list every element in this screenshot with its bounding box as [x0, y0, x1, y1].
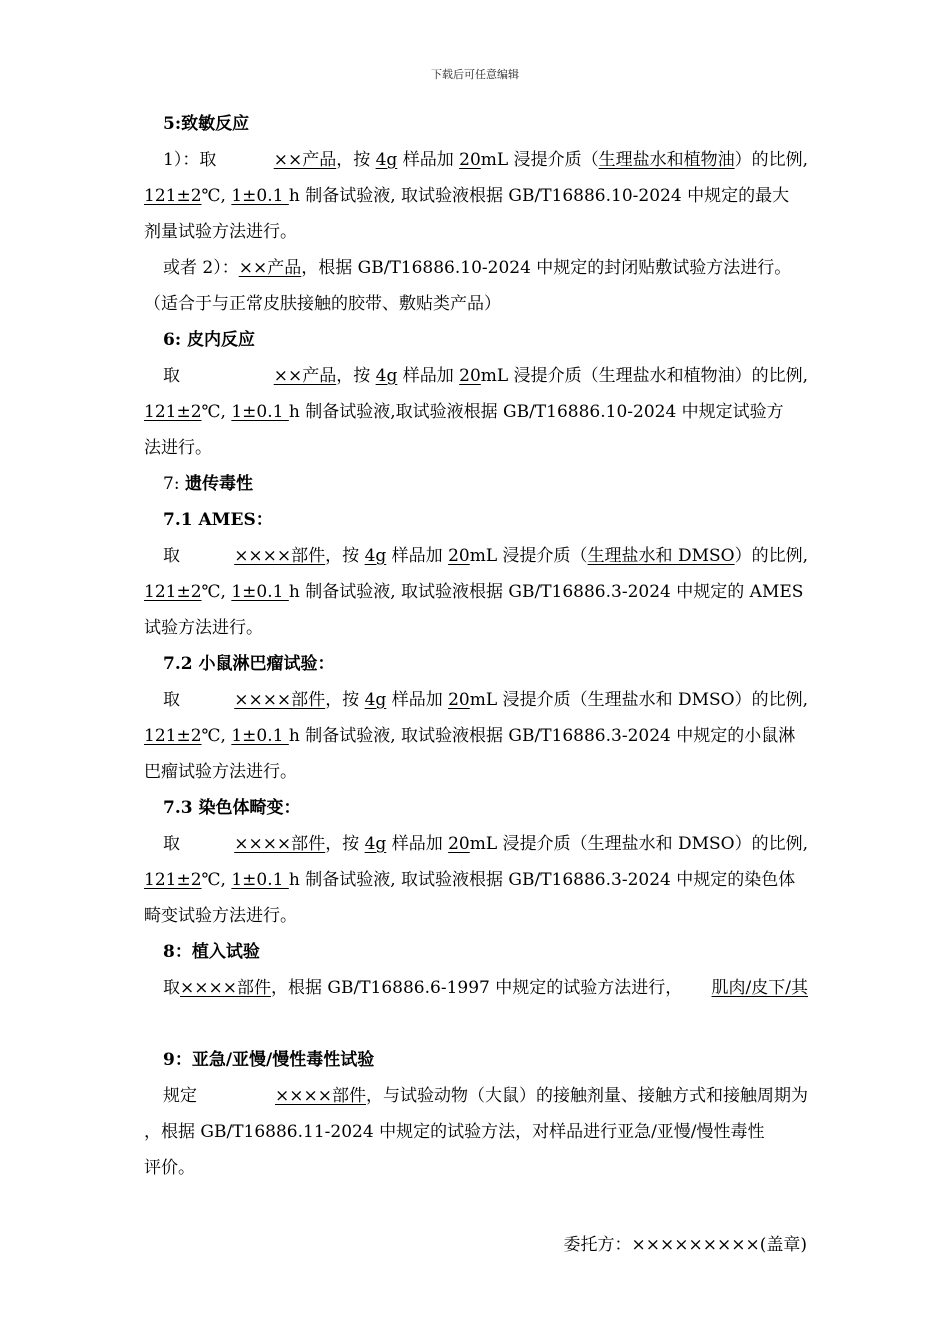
section-5-para-2-line-2: （适合于与正常皮肤接触的胶带、敷贴类产品） — [144, 294, 501, 314]
section-7-3-line-1 — [144, 826, 808, 862]
section-7-1-line-1 — [144, 538, 808, 574]
duration: 1±0.1 — [231, 726, 289, 746]
section-8-title: 8：植入试验 — [163, 942, 260, 962]
client-signature: 委托方：×××××××××(盖章) — [563, 1235, 807, 1255]
text: ，与试验动物（大鼠）的接触剂量、接触方式和接触周期为 — [366, 1086, 808, 1106]
text: 或者 2）： — [163, 258, 239, 278]
medium-volume: 20 — [459, 366, 481, 386]
text: 取 — [163, 546, 180, 566]
text: h 制备试验液, 取试验液根据 GB/T16886.3-2024 中规定的 AMES — [288, 582, 804, 602]
medium-type: 生理盐水和 DMSO — [587, 546, 735, 566]
temperature: 121±2 — [144, 726, 202, 746]
text: ，按 — [325, 690, 365, 710]
text: ）的比例, — [734, 546, 808, 566]
text: 1）：取 — [163, 150, 217, 170]
implant-site-options: 肌肉/皮下/其 — [711, 978, 808, 998]
section-7-2-title: 7.2 小鼠淋巴瘤试验： — [163, 654, 335, 674]
section-6-line-2 — [144, 394, 808, 430]
part-placeholder: ××××部件 — [180, 978, 271, 998]
section-7-2-line-1 — [144, 682, 808, 718]
text: h 制备试验液,取试验液根据 GB/T16886.10-2024 中规定试验方 — [288, 402, 784, 422]
text: 取 — [163, 366, 180, 386]
text: h 制备试验液, 取试验液根据 GB/T16886.10-2024 中规定的最大 — [288, 186, 790, 206]
section-6-title: 6: 皮内反应 — [163, 330, 256, 350]
section-5-para-1-line-2 — [144, 178, 808, 214]
section-7-title — [144, 466, 808, 502]
text: h 制备试验液, 取试验液根据 GB/T16886.3-2024 中规定的小鼠淋 — [288, 726, 796, 746]
section-6-line-1 — [144, 358, 808, 394]
text: 取 — [163, 834, 180, 854]
section-9-line-3: 评价。 — [144, 1158, 195, 1178]
text: mL 浸提介质（生理盐水和植物油）的比例, — [480, 366, 808, 386]
section-5-para-2-line-1 — [144, 250, 808, 286]
section-7-1-title: 7.1 AMES： — [163, 510, 273, 530]
text: ，根据 GB/T16886.6-1997 中规定的试验方法进行， — [270, 978, 683, 998]
part-placeholder: ××××部件 — [234, 834, 326, 854]
medium-volume: 20 — [459, 150, 481, 170]
section-5-title: 5:致敏反应 — [163, 114, 250, 134]
text: ，按 — [325, 546, 365, 566]
text: 样品加 — [397, 150, 460, 170]
sample-mass: 4g — [364, 546, 387, 566]
product-placeholder: ××产品 — [273, 366, 337, 386]
part-placeholder: ××××部件 — [275, 1086, 366, 1106]
text: ，根据 GB/T16886.10-2024 中规定的封闭贴敷试验方法进行。 — [301, 258, 792, 278]
temperature: 121±2 — [144, 186, 202, 206]
duration: 1±0.1 — [231, 582, 289, 602]
section-9-title: 9：亚急/亚慢/慢性毒性试验 — [163, 1050, 375, 1070]
sample-mass: 4g — [364, 834, 387, 854]
section-7-2-line-2 — [144, 718, 808, 754]
section-9-line-1 — [144, 1078, 808, 1114]
section-7-1-line-3: 试验方法进行。 — [144, 618, 263, 638]
text: ℃, — [201, 870, 232, 890]
text: 样品加 — [386, 546, 449, 566]
text: ℃, — [201, 186, 232, 206]
part-placeholder: ××××部件 — [234, 690, 326, 710]
temperature: 121±2 — [144, 402, 202, 422]
sample-mass: 4g — [375, 366, 398, 386]
section-8-line-1 — [144, 970, 808, 1006]
text: 样品加 — [386, 690, 449, 710]
medium-volume: 20 — [448, 546, 470, 566]
text: ）的比例, — [734, 150, 808, 170]
text: 取 — [163, 978, 180, 998]
section-7-3-title: 7.3 染色体畸变： — [163, 798, 301, 818]
section-5-para-1-line-1 — [144, 142, 808, 178]
document-body — [144, 106, 808, 1186]
temperature: 121±2 — [144, 582, 202, 602]
product-placeholder: ××产品 — [273, 150, 337, 170]
temperature: 121±2 — [144, 870, 202, 890]
text: 样品加 — [386, 834, 449, 854]
text: ，按 — [336, 150, 376, 170]
section-8-line-2 — [144, 1006, 808, 1042]
text: 样品加 — [397, 366, 460, 386]
text: 7: — [163, 474, 185, 494]
text: mL 浸提介质（ — [469, 546, 588, 566]
section-7-2-line-3: 巴瘤试验方法进行。 — [144, 762, 297, 782]
text: 取 — [163, 690, 180, 710]
text: mL 浸提介质（ — [480, 150, 599, 170]
medium-volume: 20 — [448, 690, 470, 710]
text: ℃, — [201, 402, 232, 422]
text: 遗传毒性 — [184, 474, 253, 494]
duration: 1±0.1 — [231, 402, 289, 422]
text: 规定 — [163, 1086, 197, 1106]
sample-mass: 4g — [375, 150, 398, 170]
duration: 1±0.1 — [231, 870, 289, 890]
text: mL 浸提介质（生理盐水和 DMSO）的比例, — [469, 834, 808, 854]
section-5-para-1-line-3: 剂量试验方法进行。 — [144, 222, 297, 242]
text: ℃, — [201, 726, 232, 746]
sample-mass: 4g — [364, 690, 387, 710]
text: ，按 — [325, 834, 365, 854]
product-placeholder: ××产品 — [238, 258, 302, 278]
part-placeholder: ××××部件 — [234, 546, 326, 566]
page-header: 下载后可任意编辑 — [431, 68, 519, 81]
section-9-line-2: ，根据 GB/T16886.11-2024 中规定的试验方法，对样品进行亚急/亚慢/慢性毒性 — [144, 1122, 765, 1142]
text: ，按 — [336, 366, 376, 386]
medium-type: 生理盐水和植物油 — [598, 150, 735, 170]
medium-volume: 20 — [448, 834, 470, 854]
section-7-3-line-3: 畸变试验方法进行。 — [144, 906, 297, 926]
text: h 制备试验液, 取试验液根据 GB/T16886.3-2024 中规定的染色体 — [288, 870, 796, 890]
text: ℃, — [201, 582, 232, 602]
text: mL 浸提介质（生理盐水和 DMSO）的比例, — [469, 690, 808, 710]
duration: 1±0.1 — [231, 186, 289, 206]
section-6-line-3: 法进行。 — [144, 438, 212, 458]
section-7-3-line-2 — [144, 862, 808, 898]
section-7-1-line-2 — [144, 574, 808, 610]
